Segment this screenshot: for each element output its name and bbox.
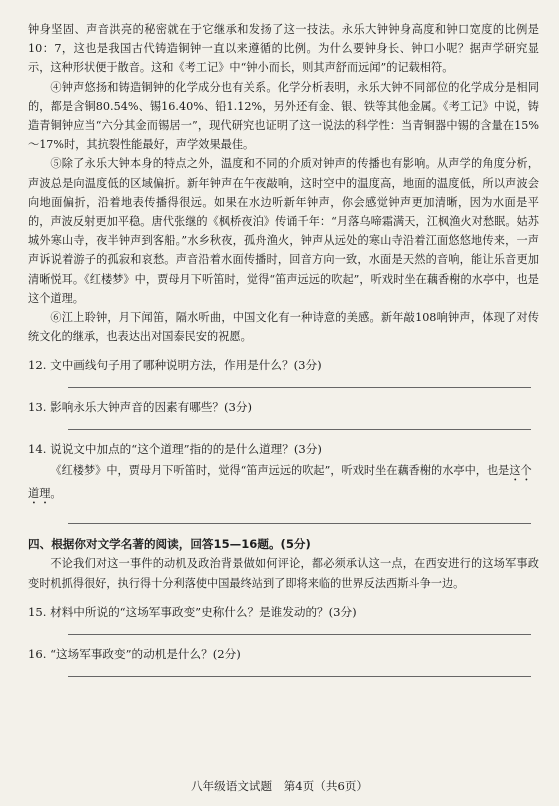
quote-end: 。	[50, 487, 62, 501]
paragraph-3-cont: 钟身坚固、声音洪亮的秘密就在于它继承和发扬了这一技法。永乐大钟钟身高度和钟口宽度的比例是10：7，这也是我国古代铸造铜钟一直以来遵循的比例。为什么要钟身长、钟口小呢？据声学研究显示，这种形状便于散音。这和《考工记》中“钟小而长，则其声舒而远闻”的记载相符。	[28, 23, 539, 75]
section-4-material: 不论我们对这一事件的动机及政治背景做如何评论，都必须承认这一点，在西安进行的这场军事政变时机抓得很好，执行得十分利落使中国最终站到了即将来临的世界反法西斯斗争一边。	[28, 557, 539, 590]
question-14-quote	[28, 461, 539, 507]
quote-dotted-phrase: 这个道理	[28, 464, 532, 501]
answer-line-15[interactable]	[68, 622, 531, 635]
answer-line-14[interactable]	[68, 511, 531, 524]
quote-part-a: 《红楼梦》中，贾母月下听笛时，觉得“笛声远远的吹起”，	[50, 464, 342, 478]
answer-line-12[interactable]	[68, 375, 531, 388]
paragraph-5: ⑤除了永乐大钟本身的特点之外，温度和不同的介质对钟声的传播也有影响。从声学的角度分析，声波总是向温度低的区域偏折。新年钟声在午夜敲响，这时空中的温度高，地面的温度低，所以声波会向地面偏折，沿着地表传播得很远。如果在水边听新年钟声，你会感觉钟声更加清晰，因为水面是平的，声波反射更加平稳。唐代张继的《枫桥夜泊》传诵千年：“月落乌啼霜满天，江枫渔火对愁眠。姑苏城外寒山寺，夜半钟声到客船。”水乡秋夜，孤舟渔火，钟声从远处的寒山寺沿着江面悠悠地传来，一声声诉说着游子的孤寂和哀愁。声音沿着水面传播时，回音方向一致，水面是天然的音响，能让乐音更加清晰悦耳。《红楼梦》中，贾母月下听笛时，觉得“笛声远远的吹起”，听戏时坐在藕香榭的水亭中，也是这个道理。	[28, 157, 539, 305]
question-16: 16. “这场军事政变”的动机是什么？(2分)	[28, 646, 241, 661]
question-12: 12. 文中画线句子用了哪种说明方法，作用是什么？(3分)	[28, 358, 322, 373]
paragraph-4: ④钟声悠扬和铸造铜钟的化学成分也有关系。化学分析表明，永乐大钟不同部位的化学成分是相同的，都是含铜80.54%、锡16.40%、铅1.12%，另外还有金、银、铁等其他金属。《考工记》中说，铸造青铜钟应当“六分其金而锡居一”，现代研究也证明了这一说法的科学性：当青铜器中锡的含量在15%～17%时，其抗裂性能最好，声学效果最佳。	[28, 80, 539, 152]
paragraph-6: ⑥江上聆钟，月下闻笛，隔水听曲，中国文化有一种诗意的美感。新年敲108响钟声，体现了对传统文化的继承，也表达出对国泰民安的祝愿。	[28, 311, 539, 344]
answer-line-16[interactable]	[68, 664, 531, 677]
question-13: 13. 影响永乐大钟声音的因素有哪些？(3分)	[28, 400, 253, 415]
answer-line-13[interactable]	[68, 417, 531, 430]
question-14: 14. 说说文中加点的“这个道理”指的的是什么道理？(3分)	[28, 442, 322, 457]
section-4-title: 四、根据你对文学名著的阅读，回答15—16题。(5分)	[28, 537, 311, 552]
question-15: 15. 材料中所说的“这场军事政变”史称什么？是谁发动的？(3分)	[28, 604, 357, 619]
quote-part-b: 听戏时坐在藕香榭的水亭中，也是	[341, 464, 510, 478]
page-footer: 八年级语文试题 第4页（共6页）	[190, 779, 369, 793]
